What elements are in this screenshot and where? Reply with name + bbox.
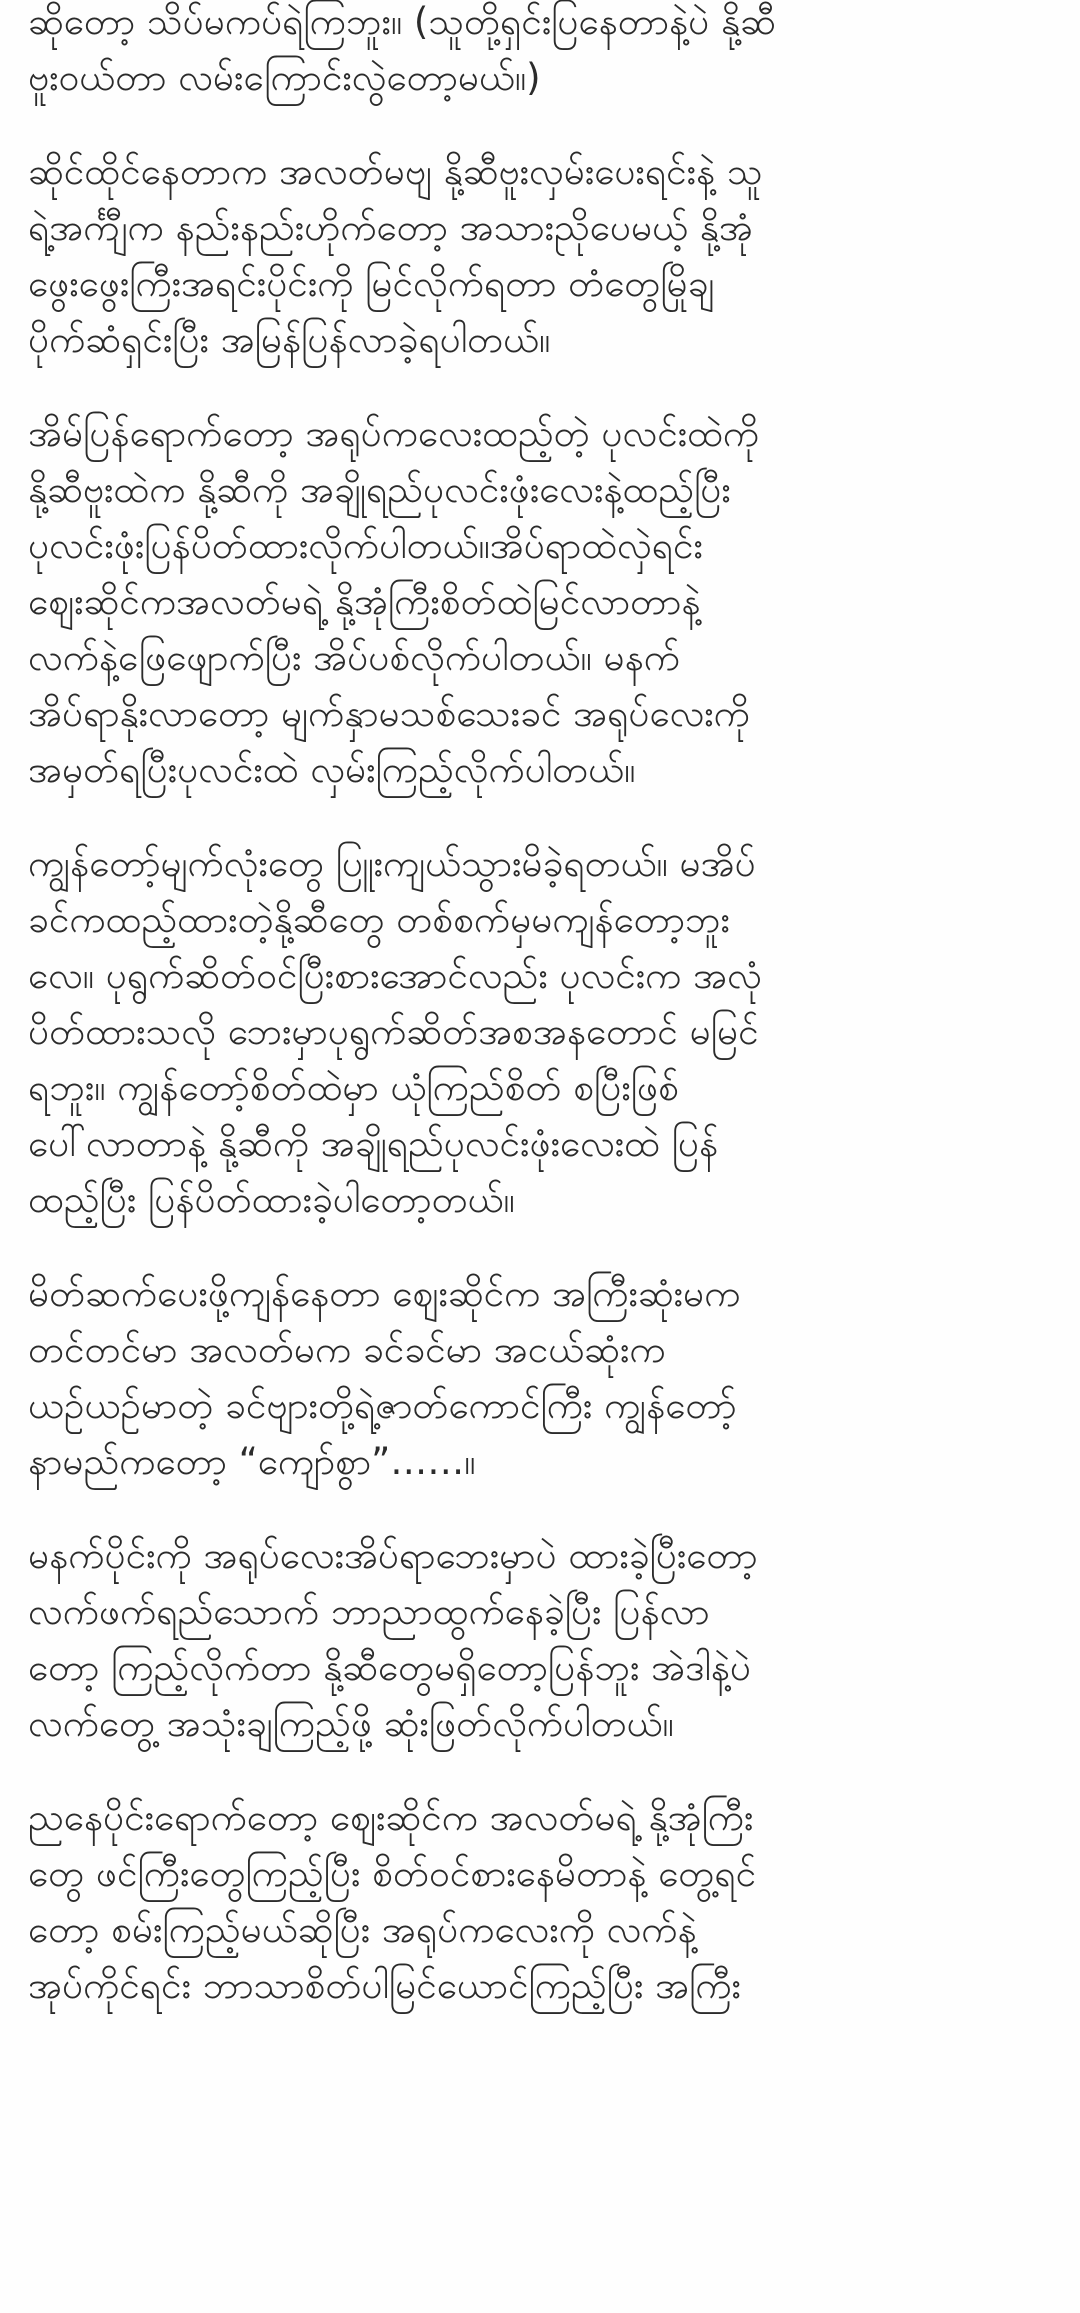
text-line: မိတ်ဆက်ပေးဖို့ကျန်နေတာ ဈေးဆိုင်က အကြီးဆုံးမက bbox=[28, 1272, 741, 1315]
text-line: မနက်ပိုင်းကို အရုပ်လေးအိပ်ရာဘေးမှာပဲ ထားခဲ့ပြီးတော့ bbox=[28, 1534, 758, 1577]
text-line: တော့ ကြည့်လိုက်တာ နို့ဆီတွေမရှိတော့ပြန်ဘူး အဲဒါနဲ့ပဲ bbox=[28, 1646, 752, 1689]
article-body bbox=[28, 0, 1058, 2052]
text-line: ပိုက်ဆံရှင်းပြီး အမြန်ပြန်လာခဲ့ရပါတယ်။ bbox=[28, 318, 551, 361]
text-line: ကျွန်တော့်မျက်လုံးတွေ ပြူးကျယ်သွားမိခဲ့ရတယ်။ မအိပ် bbox=[28, 842, 756, 885]
text-line: အိပ်ရာနိုးလာတော့ မျက်နှာမသစ်သေးခင် အရုပ်လေးကို bbox=[28, 692, 750, 735]
text-line: အမှတ်ရပြီးပုလင်းထဲ လှမ်းကြည့်လိုက်ပါတယ်။ bbox=[28, 748, 636, 791]
text-line: တင်တင်မာ အလတ်မက ခင်ခင်မာ အငယ်ဆုံးက bbox=[28, 1328, 666, 1371]
text-line: နို့ဆီဗူးထဲက နို့ဆီကို အချိုရည်ပုလင်းဖုံးလေးနဲ့ထည့်ပြီး bbox=[28, 468, 731, 511]
text-line: ဆိုတော့ သိပ်မကပ်ရဲကြဘူး။ (သူတို့ရှင်းပြနေတာနဲ့ပဲ နို့ဆီ bbox=[28, 0, 776, 43]
article-paragraph bbox=[28, 836, 1058, 1228]
text-line: တော့ စမ်းကြည့်မယ်ဆိုပြီး အရုပ်ကလေးကို လက်နဲ့ bbox=[28, 1908, 697, 1951]
text-line: ထည့်ပြီး ပြန်ပိတ်ထားခဲ့ပါတော့တယ်။ bbox=[28, 1178, 515, 1221]
article-paragraph bbox=[28, 1790, 1058, 2014]
text-line: ဆိုင်ထိုင်နေတာက အလတ်မဗျ နို့ဆီဗူးလှမ်းပေးရင်းနဲ့ သူ bbox=[28, 150, 763, 193]
article-paragraph bbox=[28, 1266, 1058, 1490]
text-line: ညနေပိုင်းရောက်တော့ ဈေးဆိုင်က အလတ်မရဲ့ နို့အုံကြီး bbox=[28, 1796, 754, 1839]
text-line: ဖွေးဖွေးကြီးအရင်းပိုင်းကို မြင်လိုက်ရတာ တံတွေမြိုချ bbox=[28, 262, 715, 305]
article-paragraph bbox=[28, 406, 1058, 798]
text-line: ရဲ့အင်္ကျီက နည်းနည်းဟိုက်တော့ အသားညိုပေမယ့် နို့အုံ bbox=[28, 206, 753, 249]
text-line: ပိတ်ထားသလို ဘေးမှာပုရွက်ဆိတ်အစအနတောင် မမြင် bbox=[28, 1010, 759, 1053]
article-paragraph bbox=[28, 144, 1058, 368]
text-line: တွေ ဖင်ကြီးတွေကြည့်ပြီး စိတ်ဝင်စားနေမိတာနဲ့ တွေ့ရင် bbox=[28, 1852, 757, 1895]
text-line: ယဥ်ယဥ်မာတဲ့ ခင်ဗျားတို့ရဲ့ဇာတ်ကောင်ကြီး ကျွန်တော့် bbox=[28, 1384, 737, 1427]
text-line: အိမ်ပြန်ရောက်တော့ အရုပ်ကလေးထည့်တဲ့ ပုလင်းထဲကို bbox=[28, 412, 760, 455]
article-paragraph bbox=[28, 0, 1058, 106]
text-line: ပုလင်းဖုံးပြန်ပိတ်ထားလိုက်ပါတယ်။အိပ်ရာထဲလှဲရင်း bbox=[28, 524, 703, 567]
text-line: အုပ်ကိုင်ရင်း ဘာသာစိတ်ပါမြင်ယောင်ကြည့်ပြီး အကြီး bbox=[28, 1964, 741, 2007]
article-paragraph bbox=[28, 1528, 1058, 1752]
text-line: ဈေးဆိုင်ကအလတ်မရဲ့ နို့အုံကြီးစိတ်ထဲမြင်လာတာနဲ့ bbox=[28, 580, 701, 623]
text-line: ဗူးဝယ်တာ လမ်းကြောင်းလွဲတော့မယ်။) bbox=[28, 56, 541, 99]
text-line: ရဘူး။ ကျွန်တော့်စိတ်ထဲမှာ ယုံကြည်စိတ် စပြီးဖြစ် bbox=[28, 1066, 679, 1109]
text-line: လက်ဖက်ရည်သောက် ဘာညာထွက်နေခဲ့ပြီး ပြန်လာ bbox=[28, 1590, 710, 1633]
text-line: လက်နဲ့ဖြေဖျောက်ပြီး အိပ်ပစ်လိုက်ပါတယ်။ မနက် bbox=[28, 636, 680, 679]
text-line: ပေါ်လာတာနဲ့ နို့ဆီကို အချိုရည်ပုလင်းဖုံးလေးထဲ ပြန် bbox=[28, 1122, 719, 1165]
text-line: နာမည်ကတော့ “ကျော်စွာ”……။ bbox=[28, 1440, 476, 1483]
text-line: ခင်ကထည့်ထားတဲ့နို့ဆီတွေ တစ်စက်မှမကျန်တော့ဘူး bbox=[28, 898, 730, 941]
text-line: လေ။ ပုရွက်ဆိတ်ဝင်ပြီးစားအောင်လည်း ပုလင်းက အလုံ bbox=[28, 954, 762, 997]
text-line: လက်တွေ့ အသုံးချကြည့်ဖို့ ဆုံးဖြတ်လိုက်ပါတယ်။ bbox=[28, 1702, 674, 1745]
